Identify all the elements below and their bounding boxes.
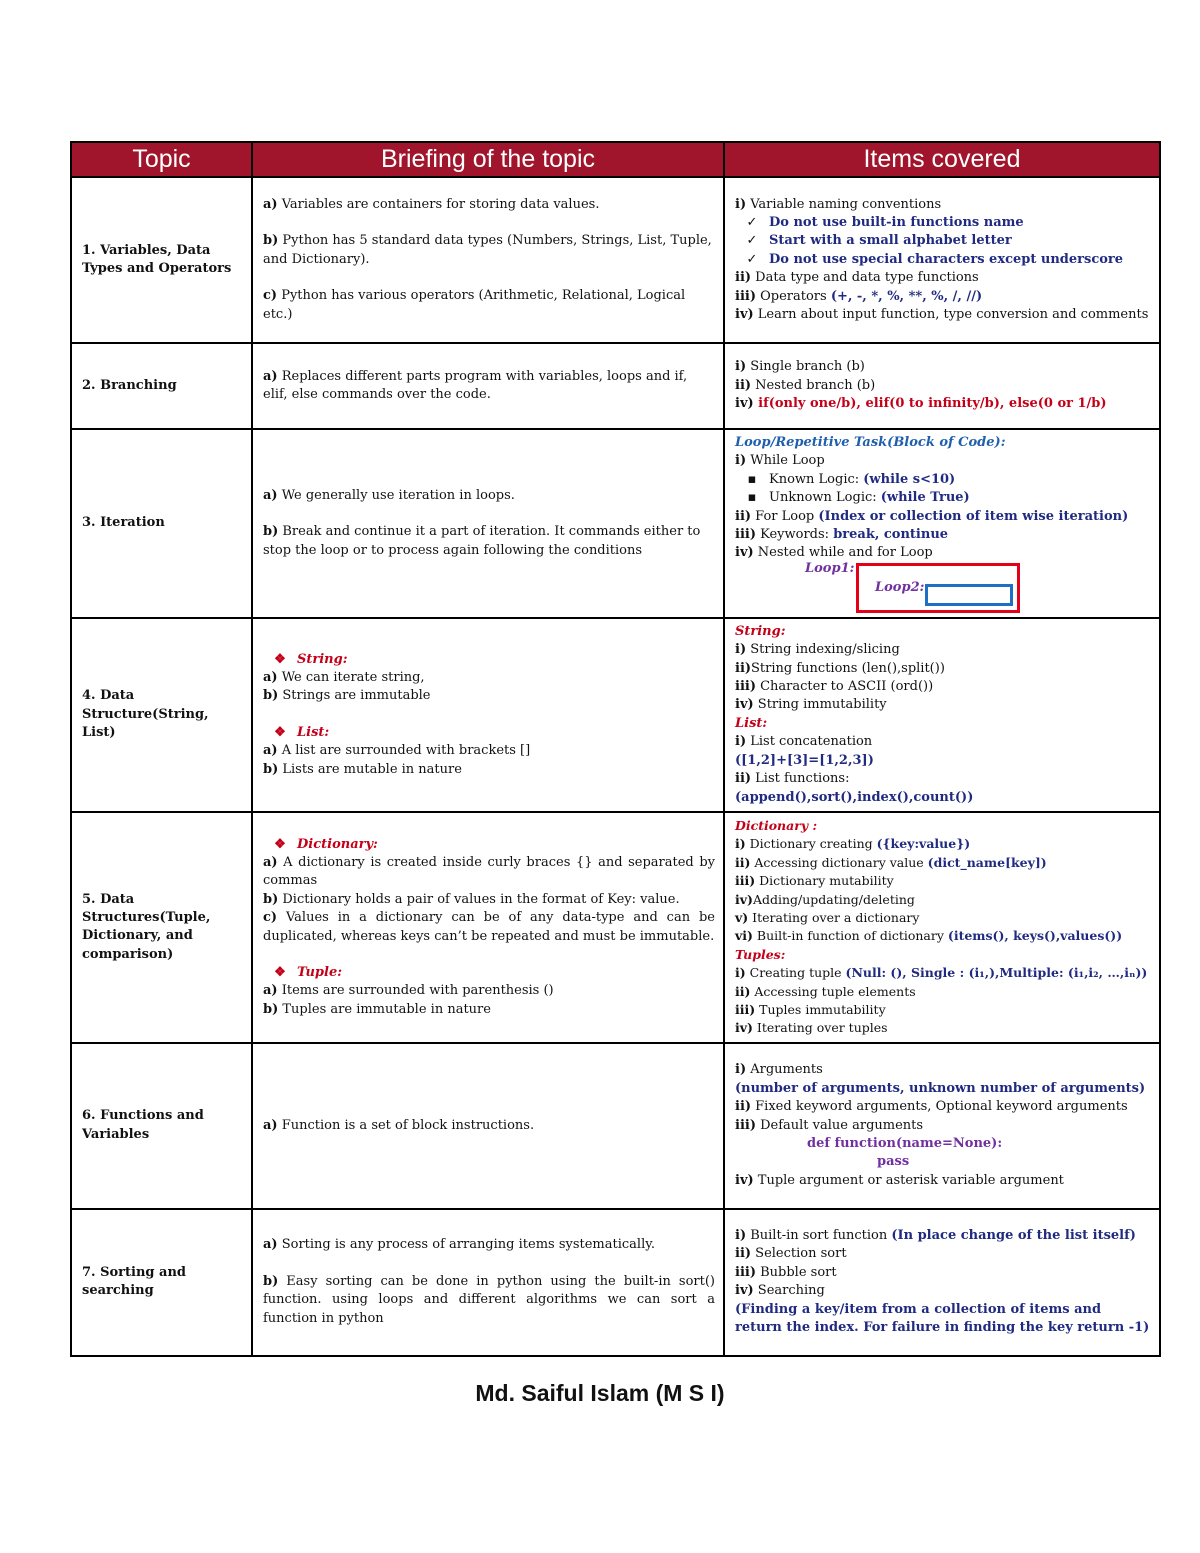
table-header-row [71,142,1160,177]
section-heading: List: [735,715,768,731]
item-text: String immutability [753,697,887,713]
item-text: Creating tuple [745,965,846,981]
item-label: c) [263,910,278,926]
briefing-text: We can iterate string, [277,670,425,686]
topic-cell: 2. Branching [71,343,252,429]
item-text: Do not use built-in functions name [769,214,1024,230]
loop1-label: Loop1: [805,560,855,576]
item-label: i) [735,453,747,469]
item-text: Keywords: [755,527,834,543]
item-label: i) [735,734,747,750]
item-label: ii) [735,508,752,524]
section-heading: Tuples: [735,946,786,962]
item-text: List functions: [751,771,850,787]
item-text: Unknown Logic: [769,490,881,506]
topic-cell: 5. Data Structures(Tuple, Dictionary, and comparison) [71,812,252,1043]
briefing-text: Python has 5 standard data types (Numbers, Strings, List, Tuple, and Dictionary). [263,233,712,267]
item-text: Operators [755,288,831,304]
item-label: iii) [735,679,756,695]
item-label: b) [263,1273,279,1289]
item-label: iv) [735,307,754,323]
section-heading: List: [297,724,330,740]
item-label: iv) [735,1283,754,1299]
item-text: Iterating over a dictionary [748,909,920,925]
briefing-text: Sorting is any process of arranging items systematically. [277,1237,655,1253]
items-cell [724,812,1160,1043]
briefing-text: Strings are immutable [278,688,431,704]
briefing-text: Replaces different parts program with variables, loops and if, elif, else commands over the code. [263,368,688,402]
section-heading: String: [735,623,786,639]
square-bullet-icon: ▪ [747,471,757,487]
item-text: For Loop [751,508,819,524]
item-text: Tuple argument or asterisk variable argument [753,1172,1064,1188]
briefing-cell [252,618,724,812]
item-text: Do not use special characters except underscore [769,251,1124,267]
item-label: iv) [735,1020,753,1036]
item-text: Adding/updating/deleting [752,891,915,907]
item-label: iii) [735,1001,756,1017]
item-label: ii) [735,377,752,393]
item-label: a) [263,1117,278,1133]
table-row [71,812,1160,1043]
code-line: def function(name=None): [807,1135,1003,1151]
item-highlight: (while s<10) [863,471,956,487]
items-cell [724,618,1160,812]
item-label: ii) [735,1246,752,1262]
checkmark-icon: ✓ [746,214,758,230]
item-label: i) [735,642,747,658]
item-label: a) [263,743,278,759]
course-topics-table [70,141,1161,1357]
topic-cell: 7. Sorting and searching [71,1209,252,1356]
item-label: iii) [735,873,756,889]
item-label: a) [263,670,278,686]
diamond-bullet-icon: ❖ [274,964,286,980]
item-label: i) [735,1062,747,1078]
item-label: iv) [735,1172,754,1188]
checkmark-icon: ✓ [746,251,758,267]
topic-cell: 3. Iteration [71,429,252,618]
briefing-cell [252,177,724,343]
diamond-bullet-icon: ❖ [274,836,286,852]
items-cell [724,177,1160,343]
item-text: Tuples immutability [755,1001,886,1017]
item-text: Accessing tuple elements [750,983,916,999]
diamond-bullet-icon: ❖ [274,724,286,740]
item-text: Searching [753,1283,825,1299]
item-highlight: (Index or collection of item wise iteration) [818,508,1129,524]
section-heading: Tuple: [297,964,343,980]
item-text: Character to ASCII (ord()) [755,679,934,695]
code-line: pass [877,1154,910,1170]
briefing-text: Variables are containers for storing data values. [277,196,600,212]
briefing-cell [252,343,724,429]
item-highlight: (items(), keys(),values()) [947,928,1123,944]
section-heading: Loop/Repetitive Task(Block of Code): [735,435,1006,450]
item-text: Fixed keyword arguments, Optional keyword arguments [751,1099,1128,1115]
inner-loop-box [925,584,1013,606]
section-heading: String: [297,651,348,667]
item-text: Nested branch (b) [751,377,876,393]
item-highlight: (+, -, *, %, **, %, /, //) [830,288,983,304]
item-label: ii) [735,854,751,870]
briefing-cell [252,1209,724,1356]
item-label: ii) [735,771,752,787]
topic-cell: 4. Data Structure(String, List) [71,618,252,812]
table-row [71,177,1160,343]
briefing-text: Easy sorting can be done in python using the built-in sort() function. using loops and different algorithms we can sort a function in python [263,1273,715,1326]
item-highlight: (number of arguments, unknown number of arguments) [735,1080,1146,1096]
item-text: Dictionary creating [745,836,877,852]
briefing-text: Function is a set of block instructions. [277,1117,535,1133]
item-label: v) [735,909,749,925]
item-label: a) [263,983,278,999]
checkmark-icon: ✓ [746,233,758,249]
item-text: Selection sort [751,1246,847,1262]
briefing-text: We generally use iteration in loops. [277,487,515,503]
briefing-text: A dictionary is created inside curly braces {} and separated by commas [263,854,715,889]
item-label: b) [263,891,279,907]
item-highlight: ({key:value}) [876,836,971,852]
item-label: ii) [735,1099,752,1115]
item-highlight: (append(),sort(),index(),count()) [735,789,974,805]
briefing-cell [252,812,724,1043]
items-cell [724,343,1160,429]
item-label: a) [263,1237,278,1253]
header-topic: Topic [71,142,252,177]
item-label: iv) [735,545,754,561]
item-text: Known Logic: [769,471,864,487]
item-text: Accessing dictionary value [750,854,928,870]
item-label: b) [263,1001,279,1017]
items-cell [724,1209,1160,1356]
item-label: iv) [735,396,754,412]
item-label: iii) [735,527,756,543]
item-label: ii) [735,270,752,286]
item-text: Single branch (b) [746,359,865,375]
item-text: Data type and data type functions [751,270,979,286]
items-cell [724,429,1160,618]
item-text: While Loop [746,453,825,469]
item-highlight: (dict_name[key]) [927,854,1047,870]
item-label: a) [263,368,278,384]
item-label: c) [263,288,278,304]
item-text: Arguments [746,1062,823,1078]
header-items: Items covered [724,142,1160,177]
item-label: vi) [735,928,753,944]
item-text: Variable naming conventions [746,196,942,212]
square-bullet-icon: ▪ [747,490,757,506]
item-label: iv) [735,697,754,713]
item-label: ii) [735,660,752,676]
briefing-text: Values in a dictionary can be of any data-type and can be duplicated, whereas keys can’t be repeated and must be immutable. [263,910,715,944]
briefing-cell [252,429,724,618]
table-row [71,429,1160,618]
author-footer: Md. Saiful Islam (M S I) [475,1380,725,1406]
items-cell [724,1043,1160,1209]
item-label: iii) [735,1117,756,1133]
item-label: iii) [735,288,756,304]
item-label: i) [735,196,747,212]
briefing-text: Lists are mutable in nature [278,761,462,777]
item-label: iv) [735,891,753,907]
item-text: String indexing/slicing [746,642,900,658]
item-text: Learn about input function, type conversion and comments [753,307,1149,323]
item-label: i) [735,836,746,852]
briefing-text: Tuples are immutable in nature [278,1001,491,1017]
diamond-bullet-icon: ❖ [274,651,286,667]
briefing-text: Break and continue it a part of iteration. It commands either to stop the loop or to process again following the conditions [263,524,701,558]
item-label: a) [263,196,278,212]
item-label: i) [735,1228,747,1244]
briefing-text: Python has various operators (Arithmetic, Relational, Logical etc.) [263,288,686,322]
item-highlight: ([1,2]+[3]=[1,2,3]) [735,752,874,768]
item-text: Bubble sort [755,1264,837,1280]
item-text: Nested while and for Loop [753,545,933,561]
item-text: Built-in sort function [746,1228,892,1244]
briefing-text: Items are surrounded with parenthesis () [277,983,554,999]
nested-loop-diagram [735,560,1151,613]
item-highlight: (In place change of the list itself) [891,1228,1136,1244]
item-label: a) [263,487,278,503]
section-heading: Dictionary : [735,817,818,833]
item-label: i) [735,965,746,981]
briefing-text: Dictionary holds a pair of values in the format of Key: value. [278,891,680,907]
item-text: Iterating over tuples [752,1020,888,1036]
item-label: b) [263,524,279,540]
header-briefing: Briefing of the topic [252,142,724,177]
topic-cell: 6. Functions and Variables [71,1043,252,1209]
item-label: b) [263,688,279,704]
item-highlight: if(only one/b), elif(0 to infinity/b), else(0 or 1/b) [753,396,1107,412]
item-label: a) [263,854,278,870]
item-text: Built-in function of dictionary [752,928,948,944]
section-heading: Dictionary: [297,836,378,852]
topic-cell: 1. Variables, Data Types and Operators [71,177,252,343]
item-label: ii) [735,983,751,999]
briefing-text: A list are surrounded with brackets [] [277,743,531,759]
item-highlight: break, continue [833,527,949,543]
loop2-label: Loop2: [875,579,925,595]
item-text: String functions (len(),split()) [751,660,945,676]
item-label: iii) [735,1264,756,1280]
item-highlight: (Null: (), Single : (i₁,),Multiple: (i₁,i₂, …,iₙ)) [845,965,1148,981]
item-highlight: (while True) [880,490,970,506]
table-row [71,1209,1160,1356]
briefing-cell [252,1043,724,1209]
item-text: Start with a small alphabet letter [769,233,1012,249]
item-highlight: (Finding a key/item from a collection of items and return the index. For failure in finding the key return -1) [735,1301,1150,1336]
table-row [71,618,1160,812]
item-label: i) [735,359,747,375]
table-row [71,1043,1160,1209]
item-text: Dictionary mutability [755,873,894,889]
item-text: Default value arguments [755,1117,924,1133]
table-row [71,343,1160,429]
item-label: b) [263,761,279,777]
item-label: b) [263,233,279,249]
item-text: List concatenation [746,734,873,750]
